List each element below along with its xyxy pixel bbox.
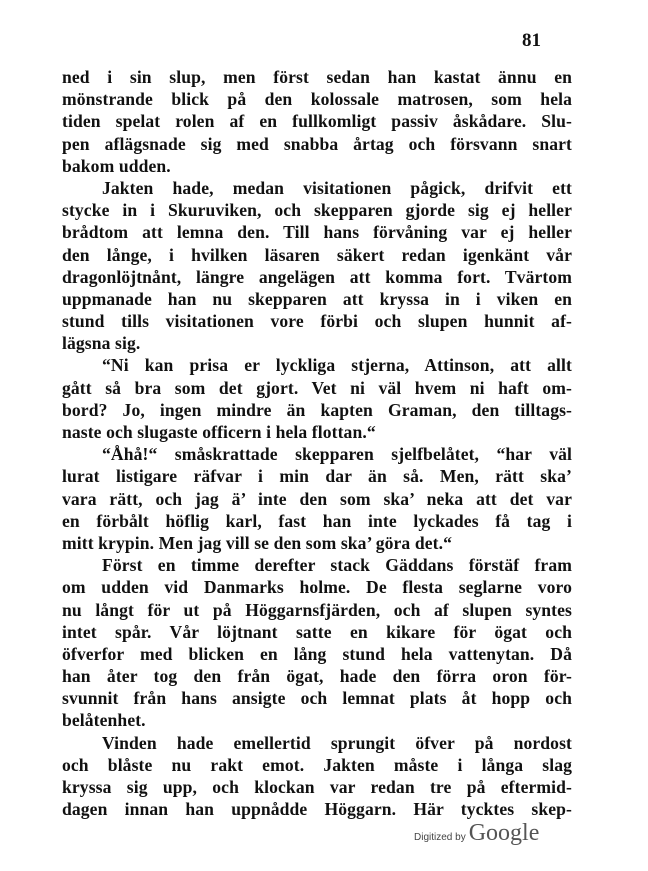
text-line: vara rätt, och jag ä’ inte den som ska’ neka att det var <box>62 488 572 509</box>
text-line: bord? Jo, ingen mindre än kapten Graman, den tilltags- <box>62 399 572 420</box>
text-line: gått så bra som det gjort. Vet ni väl hvem ni haft om- <box>62 377 572 398</box>
text-line: svunnit från hans ansigte och lemnat plats åt hopp och <box>62 688 572 709</box>
text-line: brådtom att lemna den. Till hans förvåning var ej heller <box>62 222 572 243</box>
page-number: 81 <box>522 30 541 51</box>
text-line: Vinden hade emellertid sprungit öfver på nordost <box>102 732 572 753</box>
digitized-label: Digitized by <box>414 832 466 843</box>
text-line: lägsna sig. <box>62 333 141 354</box>
text-line: och blåste nu rakt emot. Jakten måste i långa slag <box>62 754 572 775</box>
text-line: uppmanade han nu skepparen att kryssa in i viken en <box>62 288 572 309</box>
text-line: Jakten hade, medan visitationen pågick, drifvit ett <box>102 177 572 198</box>
body-text <box>62 66 572 820</box>
text-line: “Ni kan prisa er lyckliga stjerna, Attinson, att allt <box>102 355 572 376</box>
text-line: stund tills visitationen vore förbi och slupen hunnit af- <box>62 311 572 332</box>
text-line: nu långt för ut på Höggarnsfjärden, och af slupen syntes <box>62 599 572 620</box>
text-line: ned i sin slup, men först sedan han kastat ännu en <box>62 67 572 87</box>
text-line: pen aflägsnade sig med snabba årtag och försvann snart <box>62 133 572 154</box>
text-line: mönstrande blick på den kolossale matrosen, som hela <box>62 89 572 110</box>
text-line: lurat listigare räfvar i min dar än så. Men, rätt ska’ <box>62 466 572 487</box>
text-line: öfverfor med blicken en lång stund hela vattenytan. Då <box>62 643 572 664</box>
text-line: han åter tog den från ögat, hade den förra oron för- <box>62 666 572 687</box>
text-line: dagen innan han uppnådde Höggarn. Här tycktes skep- <box>62 799 572 820</box>
text-line: “Åhå!“ småskrattade skepparen sjelfbelåtet, “har väl <box>102 444 572 465</box>
google-logo: Google <box>468 820 540 846</box>
text-line: om udden vid Danmarks holme. De flesta seglarne voro <box>62 577 572 598</box>
text-line: tiden spelat rolen af en fullkomligt passiv åskådare. Slu- <box>62 111 572 132</box>
text-line: mitt krypin. Men jag vill se den som ska’ göra det.“ <box>62 532 452 553</box>
text-line: stycke in i Skuruviken, och skepparen gjorde sig ej heller <box>62 200 572 221</box>
text-line: intet spår. Vår löjtnant satte en kikare för ögat och <box>62 621 572 642</box>
text-line: naste och slugaste officern i hela flottan.“ <box>62 422 376 442</box>
digitized-by-footer <box>414 820 539 847</box>
text-line: dragonlöjtnånt, längre angelägen att komma fort. Tvärtom <box>62 266 572 287</box>
text-line: belåtenhet. <box>62 710 146 731</box>
text-line: bakom udden. <box>62 155 171 176</box>
text-line: den långe, i hvilken läsaren säkert redan igenkänt vår <box>62 244 572 265</box>
text-line: en förbålt höflig karl, fast han inte lyckades få tag i <box>62 510 572 531</box>
text-line: Först en timme derefter stack Gäddans förstäf fram <box>102 555 572 576</box>
text-line: kryssa sig upp, och klockan var redan tre på eftermid- <box>62 777 572 797</box>
